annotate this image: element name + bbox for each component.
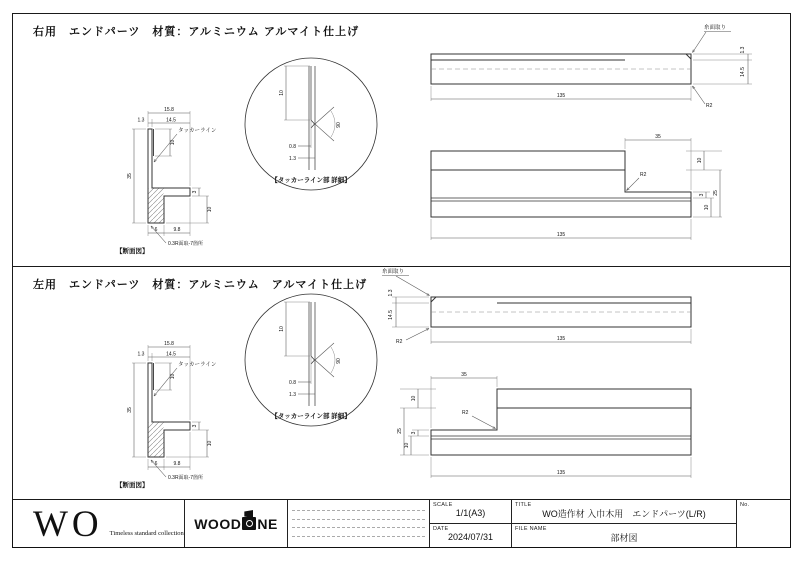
detail-caption: 【タッカーライン部 詳細】	[271, 177, 351, 184]
radius-label: R2	[706, 103, 713, 109]
dim-foot: 6	[154, 461, 158, 467]
dim-groove-len: 10	[170, 139, 176, 146]
scale-label: SCALE	[433, 502, 453, 508]
side-radius-label: R2	[640, 172, 647, 178]
dim-flange-len: 9.8	[173, 461, 181, 467]
cross-section-view	[116, 341, 216, 489]
chamfer-corner	[686, 54, 691, 59]
revision-line	[292, 527, 425, 528]
date-cell	[430, 524, 512, 547]
date-label: DATE	[433, 526, 449, 532]
date-value: 2024/07/31	[447, 532, 494, 542]
cross-section-caption: 【断面図】	[116, 482, 149, 489]
hatched-foot	[149, 423, 164, 457]
chamfer-label: 糸面取り	[704, 25, 727, 31]
tacker-detail-view	[245, 58, 377, 190]
sheet-frame	[12, 13, 791, 548]
panel-left-use	[12, 266, 791, 500]
plan-dim-inner: 14.5	[740, 67, 746, 77]
dim-total-width: 15.8	[164, 107, 174, 113]
side-dim-bottom: 10	[404, 442, 410, 449]
dim-wall: 1.3	[137, 351, 145, 358]
woodone-o-icon	[242, 517, 256, 530]
side-radius-label: R2	[462, 410, 469, 416]
dim-groove-len: 10	[170, 373, 176, 380]
panel-right-use	[12, 13, 791, 267]
dim-flange-len: 9.8	[173, 227, 181, 233]
plan-ext	[392, 297, 691, 344]
side-dim-top: 10	[697, 157, 703, 164]
no-cell	[737, 500, 789, 547]
side-view-right	[431, 134, 722, 240]
detail-dim-angle: 90	[336, 358, 342, 364]
woodone-wood-text: WOOD	[194, 515, 242, 532]
tacker-leader	[154, 368, 177, 396]
plan-dim-wall: 1.3	[388, 289, 394, 297]
detail-dim-wall: 1.3	[289, 392, 296, 398]
detail-dim-groove-len: 10	[279, 90, 285, 96]
chamfer-leader	[396, 276, 430, 296]
radius-label: R2	[396, 339, 403, 345]
no-label: No.	[740, 502, 750, 508]
hatched-foot	[149, 189, 164, 223]
side-ext	[400, 376, 691, 478]
panel-right-title: 右用 エンドパーツ 材質：アルミニウム アルマイト仕上げ	[33, 26, 360, 38]
detail-dim-groove-t: 0.8	[289, 380, 296, 386]
revision-line	[292, 519, 425, 520]
title-block	[12, 499, 791, 548]
plan-ext	[431, 54, 752, 101]
detail-ext	[284, 302, 311, 384]
dim-inner-width: 14.5	[166, 117, 176, 124]
side-dim-length: 135	[556, 470, 566, 476]
file-name-cell	[512, 524, 737, 547]
wo-logo: WO	[33, 504, 103, 545]
title-cell	[512, 500, 737, 524]
dim-flange-t: 3	[192, 424, 198, 428]
scale-cell	[430, 500, 512, 524]
woodone-ne-text: NE	[257, 515, 278, 532]
dim-height: 35	[127, 407, 133, 413]
dim-wall: 1.3	[137, 117, 145, 124]
side-view-left	[397, 372, 691, 478]
tacker-leader	[154, 134, 177, 162]
plan-dims	[396, 297, 691, 342]
scale-value: 1/1(A3)	[455, 508, 486, 518]
plan-dim-wall: 1.3	[740, 46, 746, 54]
side-dims	[431, 140, 720, 238]
dim-foot: 6	[154, 227, 158, 233]
side-dim-notch: 35	[461, 372, 467, 378]
title-value: WO造作材 入巾木用 エンドパーツ(L/R)	[542, 508, 706, 519]
side-dim-length: 135	[556, 232, 566, 238]
side-dim-lower: 25	[397, 428, 403, 434]
revision-area	[288, 500, 430, 547]
chamfer-note: 0.3R面取-7箇所	[168, 475, 204, 481]
dim-inner-width: 14.5	[166, 351, 176, 358]
cross-section-view	[116, 107, 216, 255]
plan-view-left	[382, 267, 691, 345]
tacker-line-label: タッカーライン	[178, 128, 217, 134]
title-label: TITLE	[515, 502, 532, 508]
detail-caption: 【タッカーライン部 詳細】	[271, 413, 351, 420]
side-ext	[431, 138, 722, 240]
woodone-logo-cell	[185, 500, 288, 547]
side-dims	[404, 378, 691, 476]
side-dim-top: 10	[411, 395, 417, 402]
tacker-line-label: タッカーライン	[178, 362, 217, 368]
side-dim-flange-t: 3	[699, 193, 705, 197]
side-radius-leader	[627, 178, 640, 191]
file-name-value: 部材図	[610, 532, 638, 543]
side-dim-notch: 35	[655, 134, 661, 140]
plan-dim-length: 135	[556, 93, 566, 99]
chamfer-note: 0.3R面取-7箇所	[168, 241, 204, 247]
dim-flange-t: 3	[192, 190, 198, 194]
side-dim-bottom: 10	[704, 204, 710, 211]
detail-angle-leaders	[315, 343, 335, 377]
dim-below-flange: 10	[207, 206, 213, 213]
radius-leader	[406, 329, 429, 341]
plan-dim-length: 135	[556, 336, 566, 342]
cross-section-caption: 【断面図】	[116, 248, 149, 255]
dim-height: 35	[127, 173, 133, 179]
detail-dim-angle: 90	[336, 122, 342, 128]
radius-leader	[693, 86, 706, 104]
plan-view-right	[431, 23, 752, 109]
panel-left-title: 左用 エンドパーツ 材質：アルミニウム アルマイト仕上げ	[33, 279, 368, 291]
detail-geometry	[309, 66, 315, 170]
detail-dim-wall: 1.3	[289, 156, 296, 162]
side-dim-flange-t: 3	[411, 431, 417, 435]
detail-dim-groove-len: 10	[279, 326, 285, 332]
revision-line	[292, 510, 425, 511]
detail-angle-leaders	[315, 107, 335, 141]
side-radius-leader	[472, 416, 496, 429]
chamfer-leader	[693, 32, 707, 53]
dim-total-width: 15.8	[164, 341, 174, 347]
detail-geometry	[309, 302, 315, 406]
woodone-flag-icon	[244, 510, 253, 518]
dim-below-flange: 10	[207, 440, 213, 447]
plan-dims	[431, 54, 748, 99]
chamfer-label: 糸面取り	[382, 269, 405, 275]
tacker-detail-view	[245, 294, 377, 426]
left-use-drawing	[13, 267, 790, 497]
file-name-label: FILE NAME	[515, 526, 547, 532]
wo-logo-cell	[13, 500, 185, 547]
detail-dim-groove-t: 0.8	[289, 144, 296, 150]
chamfer-corner	[431, 297, 436, 302]
detail-ext	[284, 66, 311, 148]
wo-tagline: Timeless standard collection	[109, 530, 184, 537]
side-dim-lower: 25	[713, 190, 719, 196]
right-use-drawing	[13, 14, 790, 264]
revision-line	[292, 536, 425, 537]
plan-dim-inner: 14.5	[388, 310, 394, 320]
woodone-logo	[194, 516, 278, 532]
